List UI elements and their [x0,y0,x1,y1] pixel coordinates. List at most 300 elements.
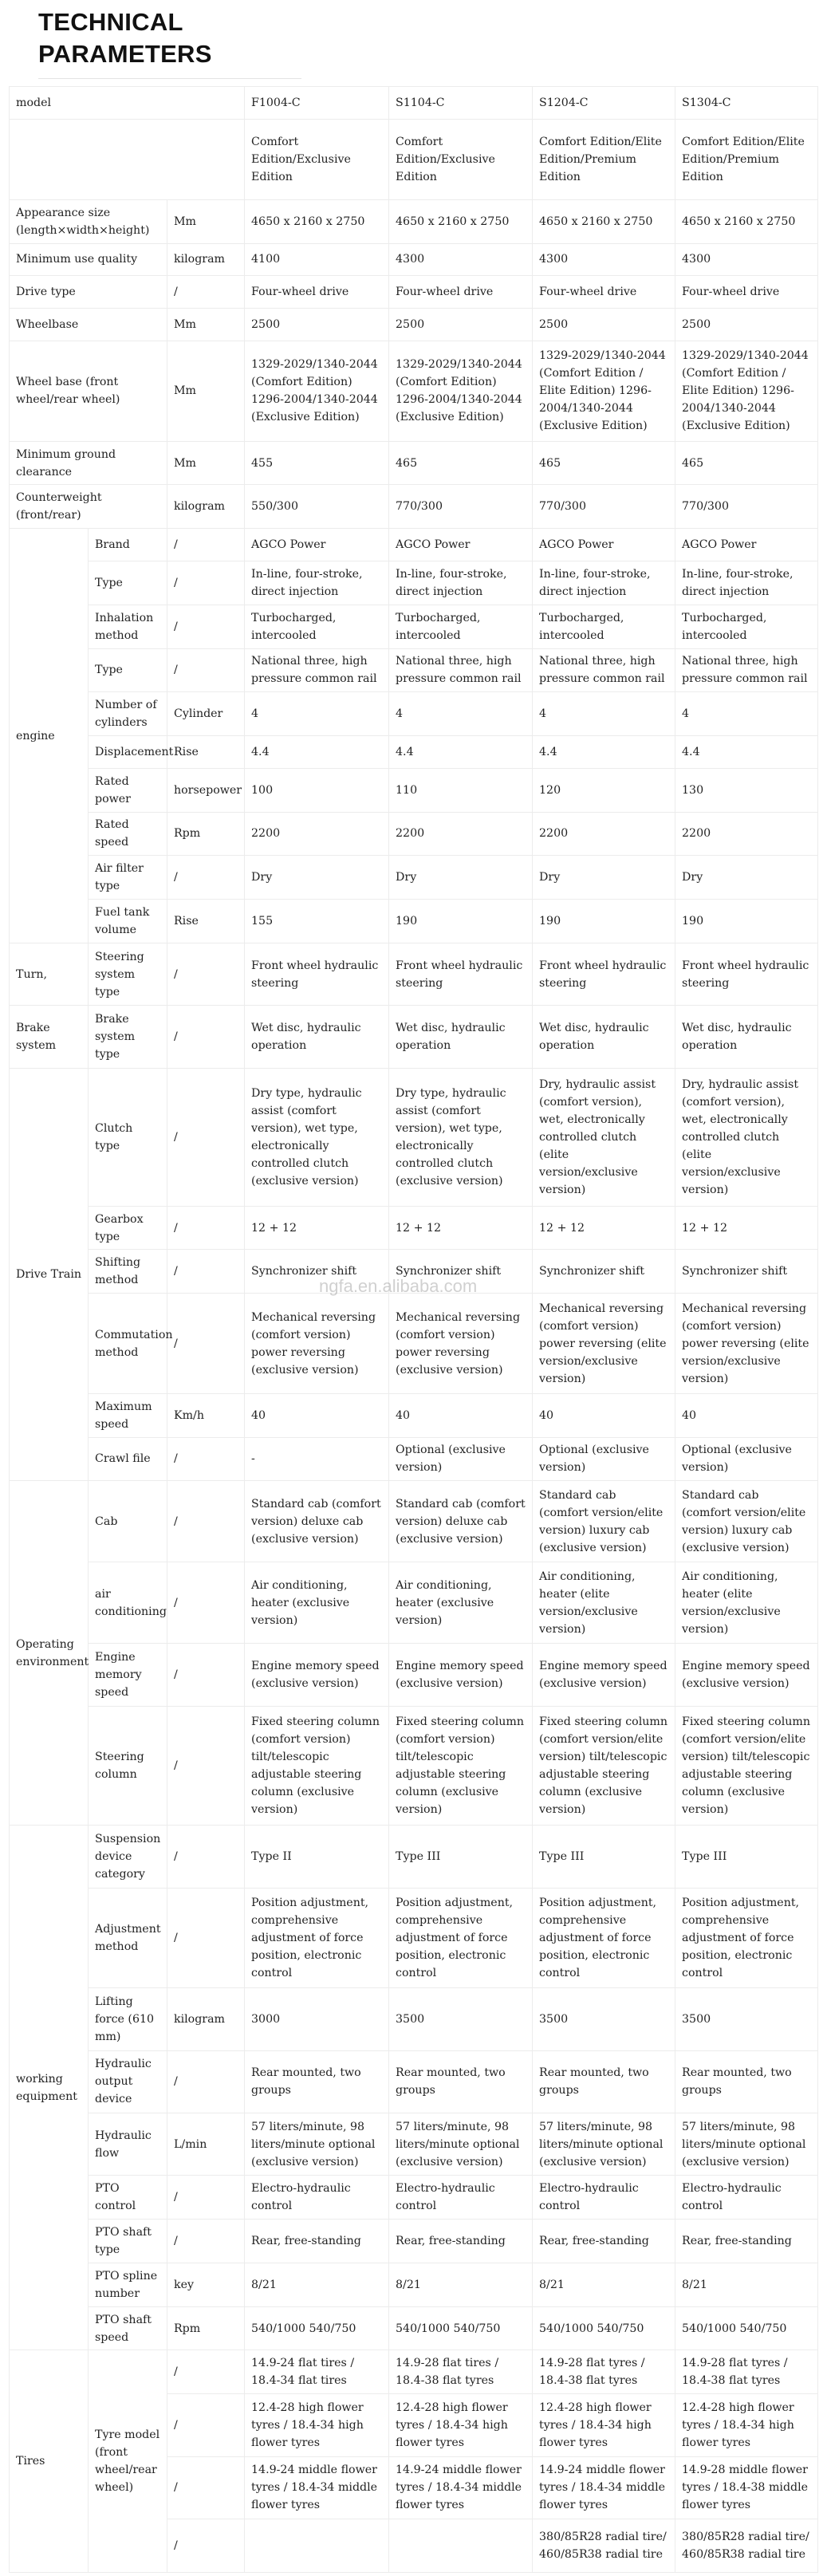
value-cell: Wet disc, hydraulic operation [245,1006,389,1068]
value-cell: 8/21 [245,2263,389,2306]
value-cell: Mechanical reversing (comfort version) power reversing (exclusive version) [389,1294,533,1394]
param-name: Clutch type [89,1068,167,1206]
value-cell [389,2519,533,2573]
value-cell: Front wheel hydraulic steering [533,943,675,1005]
unit-cell: kilogram [167,485,245,529]
value-cell: Four-wheel drive [389,276,533,309]
value-cell: 130 [675,768,818,812]
value-cell: 40 [533,1393,675,1437]
spec-row [10,1006,818,1068]
group-name: Drive Train [10,1068,89,1481]
value-cell: 14.9-24 middle flower tyres / 18.4-34 middle flower tyres [389,2456,533,2519]
value-cell: Engine memory speed (exclusive version) [675,1644,818,1706]
model-row [10,87,818,120]
unit-cell: / [167,1006,245,1068]
value-cell: Electro-hydraulic control [389,2176,533,2220]
spec-row [10,2263,818,2306]
group-name: Turn, [10,943,89,1005]
edition-cell: Comfort Edition/Elite Edition/Premium Edition [675,119,818,199]
spec-row [10,2050,818,2113]
value-cell: 4300 [675,243,818,276]
value-cell: 12 + 12 [675,1206,818,1250]
spec-row [10,199,818,243]
group-name: engine [10,529,89,943]
unit-cell: / [167,2176,245,2220]
value-cell: Fixed steering column (comfort version/elite version) tilt/telescopic adjustable steering column (exclusive version) [675,1706,818,1825]
value-cell: 2500 [533,309,675,341]
value-cell: 57 liters/minute, 98 liters/minute optional (exclusive version) [533,2113,675,2176]
unit-cell: / [167,856,245,900]
value-cell: 1329-2029/1340-2044 (Comfort Edition) 1296-2004/1340-2044 (Exclusive Edition) [245,341,389,441]
value-cell: Electro-hydraulic control [675,2176,818,2220]
value-cell: In-line, four-stroke, direct injection [389,561,533,605]
value-cell: 465 [675,441,818,485]
value-cell: 14.9-24 middle flower tyres / 18.4-34 middle flower tyres [245,2456,389,2519]
value-cell: Air conditioning, heater (exclusive version) [245,1562,389,1644]
param-name: Crawl file [89,1437,167,1481]
param-name: Rated speed [89,812,167,856]
model-label: model [10,87,245,120]
value-cell: Dry type, hydraulic assist (comfort version), wet type, electronically controlled clutch (exclusive version) [389,1068,533,1206]
group-name: Tires [10,2350,89,2573]
value-cell: 12.4-28 high flower tyres / 18.4-34 high flower tyres [533,2394,675,2456]
value-cell: AGCO Power [389,529,533,561]
param-name: Shifting method [89,1250,167,1294]
group-name: working equipment [10,1826,89,2350]
value-cell: 2200 [245,812,389,856]
param-name: Steering system type [89,943,167,1005]
unit-cell: / [167,1826,245,1888]
param-name: Displacement [89,736,167,769]
unit-cell: Mm [167,341,245,441]
spec-row [10,1481,818,1562]
value-cell: 2500 [245,309,389,341]
value-cell: AGCO Power [245,529,389,561]
value-cell: 100 [245,768,389,812]
unit-cell: / [167,943,245,1005]
unit-cell: L/min [167,2113,245,2176]
value-cell: 540/1000 540/750 [533,2306,675,2350]
spec-row [10,2176,818,2220]
value-cell: Engine memory speed (exclusive version) [245,1644,389,1706]
unit-cell: Rise [167,736,245,769]
value-cell: 4.4 [245,736,389,769]
value-cell: Mechanical reversing (comfort version) power reversing (elite version/exclusive version) [675,1294,818,1394]
value-cell [245,2519,389,2573]
value-cell: 4.4 [533,736,675,769]
value-cell: Four-wheel drive [245,276,389,309]
group-name: Brake system [10,1006,89,1068]
value-cell: 4.4 [675,736,818,769]
value-cell: Standard cab (comfort version/elite version) luxury cab (exclusive version) [533,1481,675,1562]
spec-row [10,943,818,1005]
unit-cell: / [167,2394,245,2456]
param-name: Inhalation method [89,605,167,648]
value-cell: 465 [389,441,533,485]
value-cell: Rear mounted, two groups [675,2050,818,2113]
value-cell: Mechanical reversing (comfort version) power reversing (exclusive version) [245,1294,389,1394]
param-name: Minimum use quality [10,243,167,276]
value-cell: 14.9-28 flat tyres / 18.4-38 flat tyres [675,2350,818,2394]
value-cell: 190 [389,900,533,943]
specifications-table [9,86,818,2573]
value-cell: Rear, free-standing [675,2220,818,2263]
value-cell: 380/85R28 radial tire/ 460/85R38 radial tire [533,2519,675,2573]
value-cell: 12 + 12 [389,1206,533,1250]
unit-cell: / [167,2050,245,2113]
group-name: Operating environment [10,1481,89,1826]
value-cell: Rear, free-standing [533,2220,675,2263]
value-cell: 4650 x 2160 x 2750 [675,199,818,243]
value-cell: 770/300 [675,485,818,529]
value-cell: Electro-hydraulic control [533,2176,675,2220]
value-cell: 465 [533,441,675,485]
value-cell: 2200 [389,812,533,856]
value-cell: In-line, four-stroke, direct injection [533,561,675,605]
param-name: PTO spline number [89,2263,167,2306]
param-name: Brake system type [89,1006,167,1068]
unit-cell: / [167,1481,245,1562]
value-cell: Wet disc, hydraulic operation [675,1006,818,1068]
value-cell: Air conditioning, heater (elite version/exclusive version) [533,1562,675,1644]
unit-cell: key [167,2263,245,2306]
value-cell: Air conditioning, heater (elite version/exclusive version) [675,1562,818,1644]
unit-cell: / [167,529,245,561]
value-cell: 540/1000 540/750 [675,2306,818,2350]
value-cell: 4650 x 2160 x 2750 [245,199,389,243]
value-cell: Position adjustment, comprehensive adjustment of force position, electronic control [245,1888,389,1988]
param-name: Rated power [89,768,167,812]
unit-cell: Cylinder [167,692,245,736]
value-cell: National three, high pressure common rail [245,648,389,692]
value-cell: 4 [245,692,389,736]
value-cell: 12.4-28 high flower tyres / 18.4-34 high flower tyres [675,2394,818,2456]
value-cell: Synchronizer shift [675,1250,818,1294]
spec-row [10,2220,818,2263]
value-cell: Dry [389,856,533,900]
value-cell: 190 [675,900,818,943]
unit-cell: / [167,1888,245,1988]
value-cell: 4 [533,692,675,736]
value-cell: 3000 [245,1988,389,2050]
value-cell: Dry, hydraulic assist (comfort version), wet, electronically controlled clutch (elite version/exclusive version) [675,1068,818,1206]
value-cell: Type III [389,1826,533,1888]
unit-cell: / [167,1206,245,1250]
value-cell: 120 [533,768,675,812]
value-cell: Type III [533,1826,675,1888]
value-cell: 540/1000 540/750 [389,2306,533,2350]
param-name: Type [89,561,167,605]
value-cell: Rear, free-standing [389,2220,533,2263]
value-cell: Dry [675,856,818,900]
value-cell: 12.4-28 high flower tyres / 18.4-34 high flower tyres [245,2394,389,2456]
spec-row [10,243,818,276]
unit-cell: Mm [167,199,245,243]
value-cell: 2500 [675,309,818,341]
value-cell: 57 liters/minute, 98 liters/minute optional (exclusive version) [389,2113,533,2176]
spec-row [10,341,818,441]
value-cell: Standard cab (comfort version/elite version) luxury cab (exclusive version) [675,1481,818,1562]
value-cell: Standard cab (comfort version) deluxe cab (exclusive version) [389,1481,533,1562]
value-cell: Rear mounted, two groups [389,2050,533,2113]
unit-cell: / [167,2350,245,2394]
unit-cell: / [167,1250,245,1294]
value-cell: In-line, four-stroke, direct injection [245,561,389,605]
value-cell: Fixed steering column (comfort version) tilt/telescopic adjustable steering column (exclusive version) [389,1706,533,1825]
spec-row [10,309,818,341]
value-cell: Standard cab (comfort version) deluxe cab (exclusive version) [245,1481,389,1562]
value-cell: 40 [389,1393,533,1437]
value-cell: Front wheel hydraulic steering [675,943,818,1005]
value-cell: 770/300 [533,485,675,529]
watermark: ngfa.en.alibaba.com [319,1276,478,1296]
spec-row [10,1068,818,1206]
value-cell: Four-wheel drive [533,276,675,309]
value-cell: 4.4 [389,736,533,769]
value-cell: 2200 [533,812,675,856]
value-cell: 12 + 12 [533,1206,675,1250]
spec-row [10,856,818,900]
param-name: Counterweight (front/rear) [10,485,167,529]
unit-cell: Rpm [167,2306,245,2350]
value-cell: 57 liters/minute, 98 liters/minute optional (exclusive version) [245,2113,389,2176]
spec-row [10,1888,818,1988]
spec-row [10,1294,818,1394]
unit-cell: / [167,605,245,648]
edition-cell: Comfort Edition/Elite Edition/Premium Edition [533,119,675,199]
param-name: Tyre model (front wheel/rear wheel) [89,2350,167,2573]
unit-cell: horsepower [167,768,245,812]
model-name: S1204-C [533,87,675,120]
value-cell: 40 [675,1393,818,1437]
unit-cell: Km/h [167,1393,245,1437]
param-name: Suspension device category [89,1826,167,1888]
spec-row [10,648,818,692]
unit-cell: / [167,648,245,692]
spec-row [10,2350,818,2394]
spec-row [10,441,818,485]
value-cell: 4650 x 2160 x 2750 [533,199,675,243]
unit-cell: / [167,2456,245,2519]
unit-cell: Mm [167,309,245,341]
value-cell: Optional (exclusive version) [675,1437,818,1481]
value-cell: 1329-2029/1340-2044 (Comfort Edition / Elite Edition) 1296-2004/1340-2044 (Exclusive Edition) [533,341,675,441]
value-cell: 4650 x 2160 x 2750 [389,199,533,243]
value-cell: 14.9-28 flat tires / 18.4-38 flat tyres [389,2350,533,2394]
value-cell: Wet disc, hydraulic operation [533,1006,675,1068]
spec-row [10,692,818,736]
unit-cell: / [167,1294,245,1394]
param-name: PTO shaft type [89,2220,167,2263]
unit-cell: / [167,2519,245,2573]
value-cell: Fixed steering column (comfort version/elite version) tilt/telescopic adjustable steering column (exclusive version) [533,1706,675,1825]
value-cell: Type III [675,1826,818,1888]
value-cell: Air conditioning, heater (exclusive version) [389,1562,533,1644]
unit-cell: / [167,1644,245,1706]
param-name: Commutation method [89,1294,167,1394]
heading-block [38,6,301,79]
param-name: Drive type [10,276,167,309]
value-cell: AGCO Power [533,529,675,561]
value-cell: 8/21 [533,2263,675,2306]
param-name: Steering column [89,1706,167,1825]
value-cell: 380/85R28 radial tire/ 460/85R38 radial tire [675,2519,818,2573]
model-name: S1304-C [675,87,818,120]
value-cell: Mechanical reversing (comfort version) power reversing (elite version/exclusive version) [533,1294,675,1394]
value-cell: Wet disc, hydraulic operation [389,1006,533,1068]
spec-row [10,2113,818,2176]
value-cell: 14.9-24 flat tires / 18.4-34 flat tires [245,2350,389,2394]
value-cell: Optional (exclusive version) [389,1437,533,1481]
value-cell: 40 [245,1393,389,1437]
param-name: Brand [89,529,167,561]
value-cell: 14.9-28 middle flower tyres / 18.4-38 middle flower tyres [675,2456,818,2519]
value-cell: 155 [245,900,389,943]
value-cell: Synchronizer shift [389,1250,533,1294]
value-cell: 2200 [675,812,818,856]
value-cell: Synchronizer shift [245,1250,389,1294]
spec-row [10,768,818,812]
param-name: Lifting force (610 mm) [89,1988,167,2050]
spec-row [10,1437,818,1481]
unit-cell: / [167,1437,245,1481]
value-cell: 3500 [389,1988,533,2050]
param-name: Hydraulic flow [89,2113,167,2176]
value-cell: Position adjustment, comprehensive adjustment of force position, electronic control [389,1888,533,1988]
value-cell: Turbocharged, intercooled [389,605,533,648]
param-name: PTO shaft speed [89,2306,167,2350]
value-cell: Dry [533,856,675,900]
spec-row [10,1706,818,1825]
value-cell: Synchronizer shift [533,1250,675,1294]
spec-row [10,900,818,943]
spec-row [10,1826,818,1888]
unit-cell: / [167,276,245,309]
unit-cell: / [167,561,245,605]
param-name: Adjustment method [89,1888,167,1988]
specifications-body [10,87,818,2573]
edition-label-cell [10,119,245,199]
value-cell: 4300 [389,243,533,276]
edition-cell: Comfort Edition/Exclusive Edition [245,119,389,199]
value-cell: Front wheel hydraulic steering [245,943,389,1005]
value-cell: 455 [245,441,389,485]
unit-cell: / [167,1068,245,1206]
param-name: Minimum ground clearance [10,441,167,485]
value-cell: 14.9-24 middle flower tyres / 18.4-34 middle flower tyres [533,2456,675,2519]
value-cell: 57 liters/minute, 98 liters/minute optional (exclusive version) [675,2113,818,2176]
value-cell: Electro-hydraulic control [245,2176,389,2220]
spec-row [10,529,818,561]
value-cell: 1329-2029/1340-2044 (Comfort Edition / Elite Edition) 1296-2004/1340-2044 (Exclusive Edition) [675,341,818,441]
spec-row [10,1562,818,1644]
spec-row [10,812,818,856]
value-cell: Position adjustment, comprehensive adjustment of force position, electronic control [533,1888,675,1988]
value-cell: Engine memory speed (exclusive version) [533,1644,675,1706]
value-cell: National three, high pressure common rail [533,648,675,692]
value-cell: 4300 [533,243,675,276]
spec-row [10,1393,818,1437]
value-cell: Fixed steering column (comfort version) tilt/telescopic adjustable steering column (exclusive version) [245,1706,389,1825]
param-name: PTO control [89,2176,167,2220]
model-name: S1104-C [389,87,533,120]
param-name: air conditioning [89,1562,167,1644]
edition-cell: Comfort Edition/Exclusive Edition [389,119,533,199]
value-cell: Dry type, hydraulic assist (comfort version), wet type, electronically controlled clutch (exclusive version) [245,1068,389,1206]
value-cell: 190 [533,900,675,943]
param-name: Number of cylinders [89,692,167,736]
unit-cell: / [167,1562,245,1644]
value-cell: Front wheel hydraulic steering [389,943,533,1005]
spec-row [10,276,818,309]
unit-cell: kilogram [167,243,245,276]
model-name: F1004-C [245,87,389,120]
value-cell: Optional (exclusive version) [533,1437,675,1481]
spec-row [10,2306,818,2350]
value-cell: 12.4-28 high flower tyres / 18.4-34 high flower tyres [389,2394,533,2456]
value-cell: Engine memory speed (exclusive version) [389,1644,533,1706]
spec-row [10,605,818,648]
spec-row [10,1644,818,1706]
value-cell: Position adjustment, comprehensive adjustment of force position, electronic control [675,1888,818,1988]
value-cell: Turbocharged, intercooled [245,605,389,648]
value-cell: 3500 [675,1988,818,2050]
spec-row [10,1206,818,1250]
value-cell: 770/300 [389,485,533,529]
value-cell: 4 [675,692,818,736]
value-cell: Type II [245,1826,389,1888]
value-cell: 110 [389,768,533,812]
param-name: Gearbox type [89,1206,167,1250]
unit-cell: / [167,2220,245,2263]
value-cell: Rear, free-standing [245,2220,389,2263]
param-name: Cab [89,1481,167,1562]
value-cell: Rear mounted, two groups [245,2050,389,2113]
value-cell: 3500 [533,1988,675,2050]
spec-row [10,561,818,605]
spec-row [10,1250,818,1294]
value-cell: 8/21 [675,2263,818,2306]
value-cell: In-line, four-stroke, direct injection [675,561,818,605]
edition-row [10,119,818,199]
unit-cell: Mm [167,441,245,485]
param-name: Engine memory speed [89,1644,167,1706]
unit-cell: Rpm [167,812,245,856]
param-name: Fuel tank volume [89,900,167,943]
value-cell: 4100 [245,243,389,276]
unit-cell: Rise [167,900,245,943]
param-name: Type [89,648,167,692]
value-cell: Dry, hydraulic assist (comfort version), wet, electronically controlled clutch (elite version/exclusive version) [533,1068,675,1206]
value-cell: 8/21 [389,2263,533,2306]
spec-row [10,736,818,769]
value-cell: Dry [245,856,389,900]
value-cell: Turbocharged, intercooled [675,605,818,648]
title-underline [38,78,301,79]
value-cell: National three, high pressure common rail [389,648,533,692]
value-cell: AGCO Power [675,529,818,561]
value-cell: Four-wheel drive [675,276,818,309]
param-name: Wheelbase [10,309,167,341]
unit-cell: / [167,1706,245,1825]
value-cell: 540/1000 540/750 [245,2306,389,2350]
unit-cell: kilogram [167,1988,245,2050]
param-name: Hydraulic output device [89,2050,167,2113]
value-cell: Turbocharged, intercooled [533,605,675,648]
value-cell: 1329-2029/1340-2044 (Comfort Edition) 1296-2004/1340-2044 (Exclusive Edition) [389,341,533,441]
param-name: Wheel base (front wheel/rear wheel) [10,341,167,441]
value-cell: 14.9-28 flat tyres / 18.4-38 flat tyres [533,2350,675,2394]
